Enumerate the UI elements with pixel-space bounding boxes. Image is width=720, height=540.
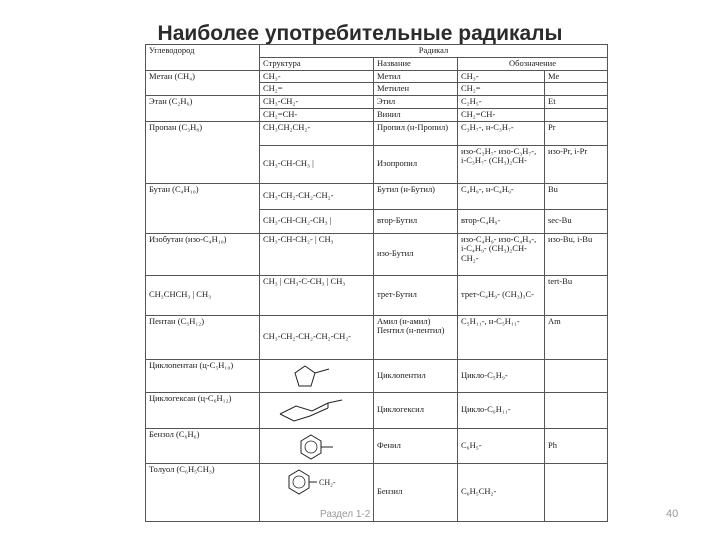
formula-cell: C₄H₉-, н-C₄H₉- [458, 183, 545, 209]
formula-cell: C₅H₁₁-, н-C₅H₁₁- [458, 315, 545, 359]
table-row [146, 359, 608, 392]
formula-cell: изо-C₄H₉- изо-C₄H₉-, i-C₄H₉- (CH₃)₂CH-CH₂- [458, 233, 545, 275]
hydrocarbon-cell: Пропан (C₃H₈) [146, 121, 260, 183]
hydrocarbon-cell: Этан (C₂H₆) [146, 96, 260, 122]
hydrocarbon-cell: CH₃CHCH₃ | CH₃ [146, 275, 260, 315]
formula-cell: C₆H₅- [458, 428, 545, 463]
cyclohexyl-structure-image [272, 396, 362, 426]
abbr-cell: sec-Bu [545, 209, 608, 233]
page-number: 40 [666, 508, 679, 520]
abbr-cell [545, 463, 608, 521]
benzyl-structure-image [277, 467, 357, 497]
name-cell: Амил (н-амил) Пентил (н-пентил) [374, 315, 458, 359]
page-title: Наиболее употребительные радикалы [157, 22, 563, 45]
hydrocarbon-cell: Циклогексан (ц-C₆H₁₂) [146, 392, 260, 428]
table-row [146, 463, 608, 521]
structure-cell: CH₃ | CH₃-C-CH₃ | CH₃ [260, 275, 374, 315]
table-row [146, 121, 608, 145]
table-row [146, 96, 608, 109]
structure-cell: CH₃CH₂CH₂- [260, 121, 374, 145]
abbr-cell: Me [545, 70, 608, 83]
abbr-cell: Pr [545, 121, 608, 145]
name-cell: Бутил (н-Бутил) [374, 183, 458, 209]
hydrocarbon-cell: Циклопентан (ц-C₅H₁₀) [146, 359, 260, 392]
structure-cell [260, 428, 374, 463]
name-cell: изо-Бутил [374, 233, 458, 275]
name-cell: Этил [374, 96, 458, 109]
structure-cell: CH₂= [260, 83, 374, 96]
formula-cell: CH₂=CH- [458, 108, 545, 121]
structure-cell: CH₃-CH₂- [260, 96, 374, 109]
formula-cell: CH₃- [458, 70, 545, 83]
structure-cell: CH₃-CH₂-CH₂-CH₂- [260, 183, 374, 209]
formula-cell: Цикло-C₅H₉- [458, 359, 545, 392]
hydrocarbon-cell: Пентан (C₅H₁₂) [146, 315, 260, 359]
hydrocarbon-cell: Бутан (C₄H₁₀) [146, 183, 260, 233]
name-cell: трет-Бутил [374, 275, 458, 315]
benzyl-ch2-label: CH₂- [318, 477, 336, 487]
table-row [146, 233, 608, 275]
abbr-cell: изо-Pr, i-Pr [545, 145, 608, 183]
formula-cell: втор-C₄H₉- [458, 209, 545, 233]
name-cell: Бензил [374, 463, 458, 521]
structure-cell: CH₃-CH-CH₃ | [260, 145, 374, 183]
name-cell: втор-Бутил [374, 209, 458, 233]
abbr-cell [545, 83, 608, 96]
table-row [146, 315, 608, 359]
name-cell: Пропил (н-Пропил) [374, 121, 458, 145]
name-cell: Изопропил [374, 145, 458, 183]
formula-cell: трет-C₄H₉- (CH₃)₃C- [458, 275, 545, 315]
table-row [146, 392, 608, 428]
phenyl-structure-image [287, 432, 347, 462]
header-radical: Радикал [260, 45, 608, 58]
structure-cell [260, 392, 374, 428]
hydrocarbon-cell: Бензол (C₆H₆) [146, 428, 260, 463]
formula-cell: Цикло-C₆H₁₁- [458, 392, 545, 428]
header-name: Название [374, 57, 458, 70]
footer-section-label: Раздел 1-2 [320, 509, 371, 520]
abbr-cell: Et [545, 96, 608, 109]
abbr-cell [545, 392, 608, 428]
structure-cell [260, 359, 374, 392]
abbr-cell: tert-Bu [545, 275, 608, 315]
header-structure: Структура [260, 57, 374, 70]
name-cell: Метил [374, 70, 458, 83]
formula-cell: CH₂= [458, 83, 545, 96]
structure-cell: CH₃-CH₂-CH₂-CH₂-CH₂- [260, 315, 374, 359]
abbr-cell [545, 108, 608, 121]
formula-cell: C₆H₅CH₂- [458, 463, 545, 521]
structure-cell: CH₃-CH-CH₂- | CH₃ [260, 233, 374, 275]
formula-cell: C₂H₅- [458, 96, 545, 109]
header-designation: Обозначение [458, 57, 608, 70]
abbr-cell [545, 359, 608, 392]
header-hydrocarbon: Углеводород [146, 45, 260, 71]
radicals-table [145, 44, 608, 522]
table-row [146, 183, 608, 209]
formula-cell: C₃H₇-, н-C₃H₇- [458, 121, 545, 145]
hydrocarbon-cell: Толуол (C₆H₅CH₃) [146, 463, 260, 521]
abbr-cell: Bu [545, 183, 608, 209]
abbr-cell: Ph [545, 428, 608, 463]
structure-cell: CH₂=CH- [260, 108, 374, 121]
structure-cell: CH₃-CH-CH₂-CH₃ | [260, 209, 374, 233]
hydrocarbon-cell: Изобутан (изо-C₄H₁₀) [146, 233, 260, 275]
table-row [146, 70, 608, 83]
hydrocarbon-cell: Метан (CH₄) [146, 70, 260, 96]
name-cell: Циклогексил [374, 392, 458, 428]
name-cell: Винил [374, 108, 458, 121]
table-row [146, 275, 608, 315]
abbr-cell: изо-Bu, i-Bu [545, 233, 608, 275]
abbr-cell: Am [545, 315, 608, 359]
name-cell: Циклопентил [374, 359, 458, 392]
table-row [146, 428, 608, 463]
structure-cell: CH₃- [260, 70, 374, 83]
cyclopentyl-structure-image [287, 363, 347, 391]
name-cell: Метилен [374, 83, 458, 96]
name-cell: Фенил [374, 428, 458, 463]
formula-cell: изо-C₃H₇- изо-C₃H₇-, i-C₃H₇- (CH₃)₂CH- [458, 145, 545, 183]
